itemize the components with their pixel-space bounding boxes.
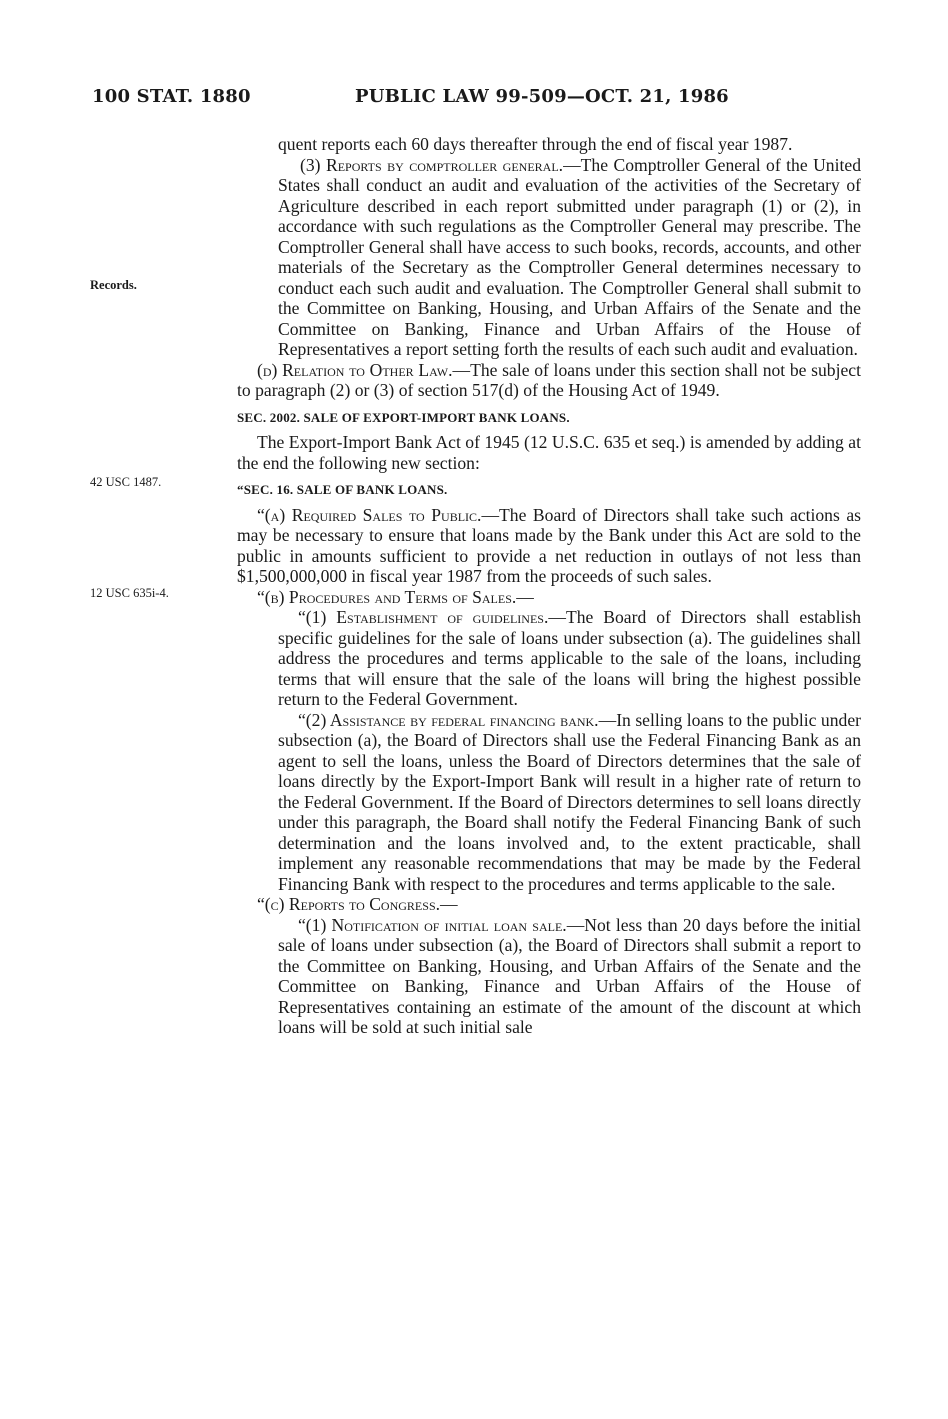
paragraph-text: —The Board of Directors shall take such actions as may be necessary to ensure that loans made by the Bank under this Act are sold to the public in amounts sufficient to provide a net reduction in outlays of not less than $1,500,000,000 in fiscal year 1987 from the proceeds of such sales. (237, 504, 861, 586)
margin-note-12-usc-635i-4: 12 USC 635i-4. (90, 586, 169, 600)
paragraph-amendment: The Export-Import Bank Act of 1945 (12 U.S.C. 635 et seq.) is amended by adding at the end the following new section: (237, 432, 861, 473)
paragraph-text: — (440, 894, 458, 914)
paragraph-assistance-ffb (237, 710, 861, 895)
margin-note-records: Records. (90, 278, 137, 292)
paragraph-heading: “(1) Notification of initial loan sale. (298, 914, 567, 935)
page-header (0, 86, 948, 116)
paragraph-heading: “(1) Establishment of guidelines. (298, 607, 549, 627)
statute-citation: 100 STAT. 1880 (92, 86, 251, 107)
paragraph-text: —Not less than 20 days before the initial sale of loans under subsection (a), the Board of Directors shall submit a report to the Committee on Banking, Housing, and Urban Affairs of the Senate and the Committee on Banking, Finance and Urban Affairs of the House of Representatives containing an estimate of the amount of the discount at which loans will be sold at such initial sale (278, 914, 861, 1037)
section-heading-2002: SEC. 2002. SALE OF EXPORT-IMPORT BANK LOANS. (237, 409, 570, 425)
paragraph-heading: (d) Relation to Other Law. (257, 359, 453, 380)
paragraph-text: — (516, 586, 534, 607)
paragraph-heading: (3) Reports by comptroller general. (300, 154, 564, 175)
paragraph-required-sales (237, 505, 861, 587)
paragraph-heading: “(c) Reports to Congress. (257, 894, 441, 914)
margin-note-42-usc-1487: 42 USC 1487. (90, 475, 162, 489)
paragraph-heading: “(a) Required Sales to Public. (257, 504, 482, 525)
paragraph-text: —The sale of loans under this section shall not be subject to paragraph (2) or (3) of section 517(d) of the Housing Act of 1949. (237, 359, 861, 400)
paragraph-continuation: quent reports each 60 days thereafter through the end of fiscal year 1987. (278, 134, 793, 154)
paragraph-notification-initial-sale (237, 915, 861, 1038)
paragraph-establishment-of-guidelines (237, 607, 861, 710)
section-heading-16: “SEC. 16. SALE OF BANK LOANS. (237, 482, 448, 497)
paragraph-relation-to-other-law (237, 360, 861, 401)
paragraph-text: —The Board of Directors shall establish specific guidelines for the sale of loans under subsection (a). The guidelines shall address the procedures and terms applicable to the sale of the loans, including terms that will ensure that the sale of the loans will bring the highest possible return to the Federal Government. (278, 607, 861, 709)
paragraph-comptroller-reports (237, 155, 861, 360)
paragraph-heading: “(2) Assistance by federal financing bank. (298, 709, 599, 730)
law-title: PUBLIC LAW 99-509—OCT. 21, 1986 (355, 86, 729, 107)
paragraph-text: —The Comptroller General of the United States shall conduct an audit and evaluation of the activities of the Secretary of Agriculture described in each report submitted under paragraph (1) or (2), in accordance with such regulations as the Comptroller General may prescribe. The Comptroller General shall have access to such books, records, accounts, and other materials of the Secretary as the Comptroller General determines necessary to conduct each such audit and evaluation. The Comptroller General shall submit to the Committee on Banking, Housing, and Urban Affairs of the Senate and the Committee on Banking, Finance and Urban Affairs of the House of Representatives a report setting forth the results of each such audit and evaluation. (278, 154, 861, 359)
paragraph-procedures-and-terms (237, 587, 861, 608)
paragraph-reports-to-congress (237, 894, 861, 915)
document-body (237, 134, 861, 1038)
paragraph-text: —In selling loans to the public under subsection (a), the Board of Directors shall use the Federal Financing Bank as an agent to sell the loans, unless the Board of Directors determines that the sale of loans directly by the Export-Import Bank will result in a higher rate of return to the Federal Government. If the Board of Directors determines to sell loans directly under this paragraph, the Board shall notify the Federal Financing Bank of such determination and the loans involved and, to the extent practicable, shall implement any reasonable recommendations that may be made by the Federal Financing Bank with respect to the procedures and terms applicable to the sale. (278, 709, 861, 894)
paragraph-heading: “(b) Procedures and Terms of Sales. (257, 586, 517, 607)
